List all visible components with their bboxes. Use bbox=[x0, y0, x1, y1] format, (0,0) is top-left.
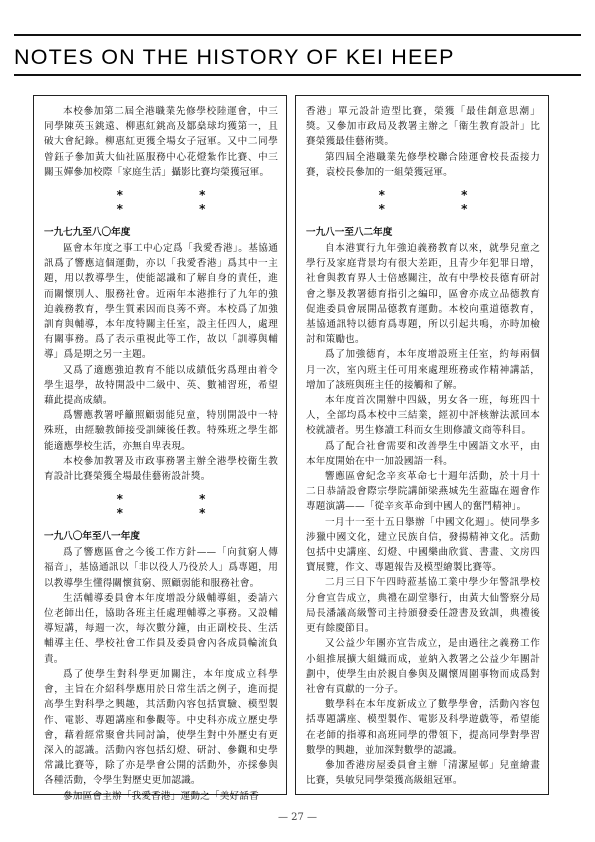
section-divider-stars: * * * * bbox=[116, 188, 242, 217]
left-column bbox=[33, 95, 287, 802]
paragraph: 參加香港房屋委員會主辦「清潔屋邨」兒童繪畫比賽，吳敏兒同學榮獲高級組冠軍。 bbox=[306, 759, 540, 787]
paragraph: 本年度首次開辦中四級，男女各一班，每班四十人，全部均爲本校中三結業，經初中評核辦法派回本校就讀者。男生修讀工科而女生則修讀文商等科目。 bbox=[306, 395, 540, 437]
paragraph: 生活輔導委員會本年度增設分級輔導組，委請六位老師出任，協助各班主任處理輔導之事務。又設輔導短講，每週一次，每次數分鐘，由正副校長、生活輔導主任、學校社會工作員及委員會內各成員輪流負責。 bbox=[44, 592, 278, 665]
paragraph: 又爲了適應強迫教育不能以成績低劣爲理由着令學生退學，故特開設中二級中、英、數補習班，希望藉此提高成績。 bbox=[44, 364, 278, 407]
section-divider-stars: * * * * bbox=[116, 492, 242, 521]
header-rule-top bbox=[14, 34, 581, 36]
paragraph: 一月十一至十五日擧辦「中國文化週」。使同學多涉獵中國文化，建立民族自信，發揚精神文化。活動包括中史講座、幻燈、中國樂曲欣賞、書畫、文房四寶展覽，作文、專題報告及模型繪製比賽等。 bbox=[306, 516, 540, 574]
paragraph: 又公益少年團亦宣告成立，是由過往之義務工作小組推展擴大組織而成，並納入教署之公益少年團計劃中，使學生由於親自參與及關懷周圍事物而成爲對社會有貢獻的一分子。 bbox=[306, 638, 540, 695]
paragraph-continued: 香港」單元設計造型比賽，榮獲「最佳創意思潮」獎。又參加市政局及教署主辦之「衞生教育設計」比賽榮獲最佳藝術獎。 bbox=[306, 106, 540, 148]
paragraph: 響應區會紀念辛亥革命七十週年活動，於十月十二日恭請設會際宗學院講師梁燕城先生蒞臨在週會作專題演講——「從辛亥革命到中國人的奮鬥精神」。 bbox=[306, 471, 540, 513]
header-rule-bottom bbox=[14, 74, 581, 76]
paragraph: 數學科在本年度新成立了數學學會，活動內容包括專題講座、模型製作、電影及科學遊戲等，希望能在老師的指導和高班同學的帶領下，提高同學對學習數學的興趣，並加深對數學的認識。 bbox=[306, 699, 540, 756]
right-column bbox=[295, 95, 549, 795]
paragraph: 第四屆全港職業先修學校聯合陸運會校長盃接力賽，袁校長參加的一組榮獲冠軍。 bbox=[306, 151, 540, 178]
paragraph: 本校參加第二屆全港職業先修學校陸運會，中三同學陳英玉銚遠、柳惠紅銚高及鄒燊球均獲第一，且破大會紀錄。柳惠紅更獲全場女子冠軍。又中二同學曾鈺子參加黃大仙社區服務中心花燈紮作比賽、中三關玉嬋參加校際「家庭生活」攝影比賽均榮獲冠軍。 bbox=[44, 106, 278, 178]
section-heading: 一九八一至八二年度 bbox=[306, 227, 393, 239]
paragraph: 二月三日下午四時蒞基協工業中學少年警訊學校分會宣告成立，典禮在副堂擧行，由黃大仙警察分局局長潘議高級警司主持頒發委任證書及致訓，典禮後更有餘慶節目。 bbox=[306, 577, 540, 635]
paragraph: 自本港實行九年強迫義務教育以來，就學兒童之學行及家庭背景均有很大差距，且青少年犯罪日增，社會與教育界人士倍感關注，故有中學校長德育研討會之擧及教署德育指引之編印，區會亦成立品德教育促進委員會展開品德教育運動。本校向重道德教育，基協通訊特以德育爲專題，所以引起共鳴，亦時加檢討和策勵也。 bbox=[306, 243, 540, 346]
paragraph: 本校參加教署及市政事務署主辦全港學校衞生教育設計比賽榮獲全場最佳藝術設計獎。 bbox=[44, 455, 278, 483]
paragraph: 參加區會主辦「我愛香港」運動之「美好話香 bbox=[63, 790, 259, 802]
section-heading: 一九八〇年至八一年度 bbox=[44, 531, 140, 543]
paragraph: 爲了配合社會需要和改善學生中國語文水平，由本年度開始在中一加設國語一科。 bbox=[306, 440, 540, 467]
paragraph: 爲響應教署呼籲照顧弱能兒童，特別開設中一特殊班，由經驗教師接受訓練後任教。特殊班之學生都能適應學校生活，亦無自卑表現。 bbox=[44, 410, 278, 452]
page-number: — 27 — bbox=[277, 812, 318, 823]
section-divider-stars: * * * * bbox=[378, 188, 504, 217]
paragraph: 區會本年度之事工中心定爲「我愛香港」。基協通訊爲了響應這個運動，亦以「我愛香港」爲其中一主題，用以教導學生，使能認識和了解自身的責任，進而關懷別人、服務社會。近兩年本港推行了九年的強迫義務教育，學生質素因而良莠不齊。本校爲了加強訓育與輔導，本年度特關主任室，設主任四人，處理有關事務。爲了表示重視此等工作，故以「訓導與輔導」爲是期之另一主題。 bbox=[44, 243, 278, 361]
paragraph: 爲了響應區會之今後工作方針——「向貧窮人傳福音」，基協通訊以「非以役人乃役於人」爲專題，用以教導學生懂得關懷貧窮、照顧弱能和服務社會。 bbox=[44, 547, 278, 589]
section-heading: 一九七九至八〇年度 bbox=[44, 227, 131, 239]
paragraph: 爲了加強德育，本年度增設班主任室，約每兩個月一次，室內班主任可用來處理班務或作精神講話，增加了該班與班主任的接觸和了解。 bbox=[306, 349, 540, 391]
paragraph: 爲了使學生對科學更加關注，本年度成立科學會，主旨在介紹科學應用於日常生活之例子，進而提高學生對科學之興趣，其活動內容包括實驗、模型製作、電影、專題講座和參觀等。中史科亦成立歷史學會，藉着經常聚會共同討論，使學生對中外歷史有更深入的認識。活動內容包括幻燈、研討、參觀和史學常識比賽等，除了亦是學會公開的活動外，亦採參與各種活動，令學生對歷史更加認識。 bbox=[44, 668, 278, 787]
page-header-title: NOTES ON THE HISTORY OF KEI HEEP bbox=[14, 45, 455, 69]
